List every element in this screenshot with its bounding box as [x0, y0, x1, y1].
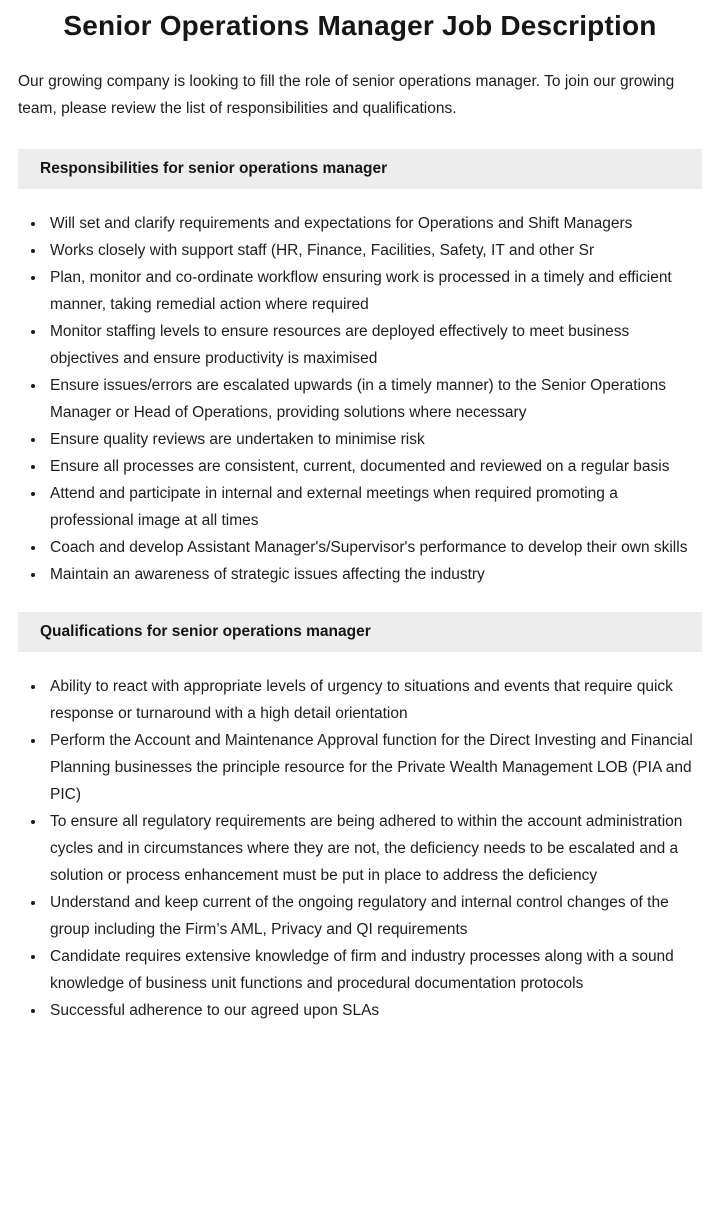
list-item: • Ability to react with appropriate levels of urgency to situations and events that require quick response or turnaround with a high detail orientation [46, 673, 698, 727]
list-item: • Will set and clarify requirements and expectations for Operations and Shift Managers [46, 210, 698, 237]
qualifications-heading: Qualifications for senior operations manager [18, 612, 702, 652]
list-item: • Coach and develop Assistant Manager's/Supervisor's performance to develop their own skills [46, 534, 698, 561]
list-item: • Understand and keep current of the ongoing regulatory and internal control changes of the group including the Firm’s AML, Privacy and QI requirements [46, 889, 698, 943]
responsibilities-section [0, 149, 720, 588]
page-title: Senior Operations Manager Job Description [63, 10, 657, 41]
list-item: • Attend and participate in internal and external meetings when required promoting a professional image at all times [46, 480, 698, 534]
list-item: • Monitor staffing levels to ensure resources are deployed effectively to meet business objectives and ensure productivity is maximised [46, 318, 698, 372]
list-item: • Ensure quality reviews are undertaken to minimise risk [46, 426, 698, 453]
qualifications-list [18, 673, 702, 1024]
job-description-page [0, 8, 720, 1024]
list-item: • Maintain an awareness of strategic issues affecting the industry [46, 561, 698, 588]
responsibilities-list [18, 210, 702, 588]
intro-paragraph: Our growing company is looking to fill the role of senior operations manager. To join our growing team, please review the list of responsibilities and qualifications. [18, 73, 675, 117]
list-item: • Perform the Account and Maintenance Approval function for the Direct Investing and Financial Planning businesses the principle resource for the Private Wealth Management LOB (PIA and PIC) [46, 727, 698, 808]
list-item: • To ensure all regulatory requirements are being adhered to within the account administration cycles and in circumstances where they are not, the deficiency needs to be escalated and a solution or process enhancement must be put in place to address the deficiency [46, 808, 698, 889]
list-item: • Works closely with support staff (HR, Finance, Facilities, Safety, IT and other Sr [46, 237, 698, 264]
list-item: • Ensure all processes are consistent, current, documented and reviewed on a regular basis [46, 453, 698, 480]
responsibilities-heading: Responsibilities for senior operations manager [18, 149, 702, 189]
qualifications-section [0, 612, 720, 1024]
list-item: • Candidate requires extensive knowledge of firm and industry processes along with a sound knowledge of business unit functions and procedural documentation protocols [46, 943, 698, 997]
list-item: • Plan, monitor and co-ordinate workflow ensuring work is processed in a timely and efficient manner, taking remedial action where required [46, 264, 698, 318]
list-item: • Successful adherence to our agreed upon SLAs [46, 997, 698, 1024]
list-item: • Ensure issues/errors are escalated upwards (in a timely manner) to the Senior Operations Manager or Head of Operations, providing solutions where necessary [46, 372, 698, 426]
